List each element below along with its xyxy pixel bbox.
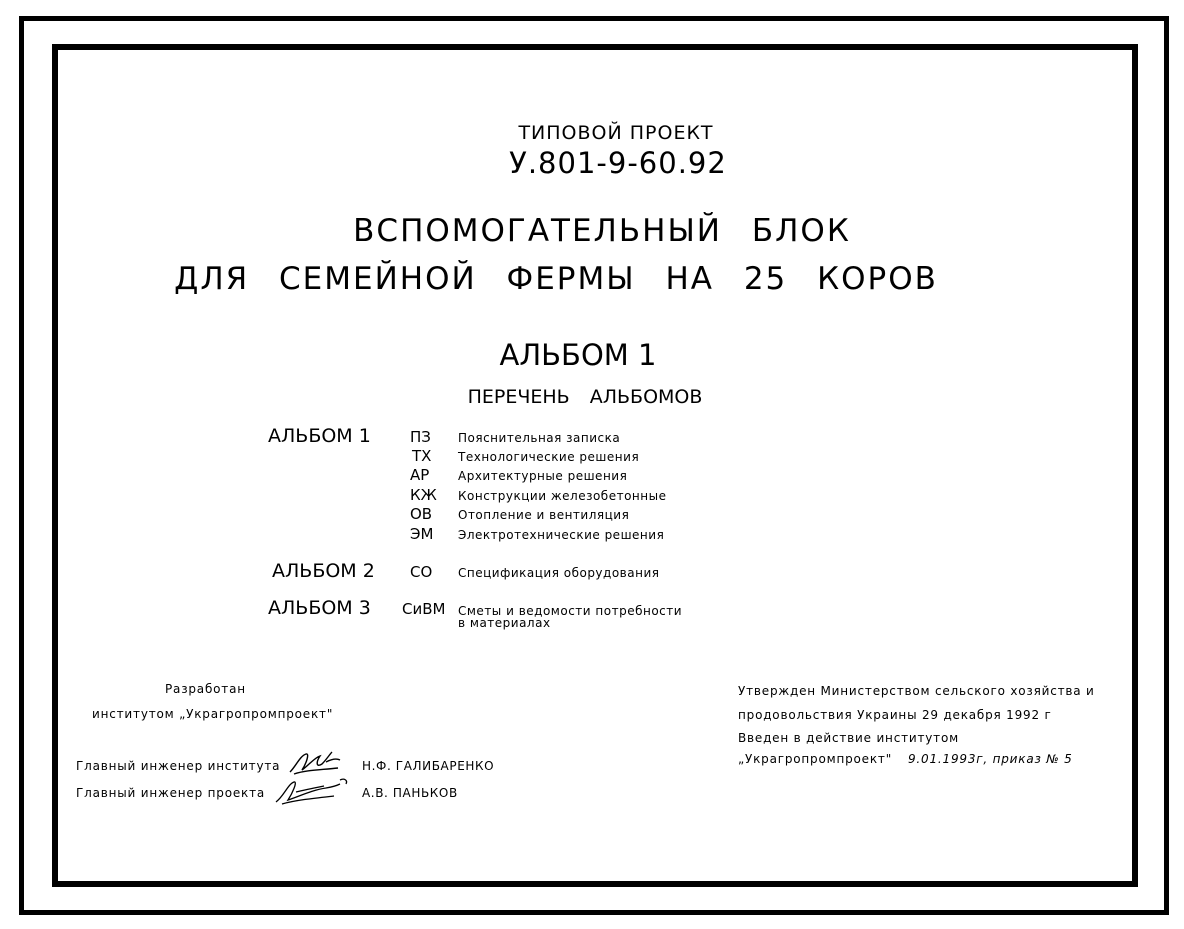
album-1-code-6: ЭМ [410, 525, 434, 543]
chief-project-label: Главный инженер проекта [76, 786, 266, 800]
developer-line-2: институтом „Украгропромпроект" [92, 707, 334, 721]
project-number: У.801-9-60.92 [509, 146, 727, 180]
album-1-code-1: ПЗ [410, 428, 431, 446]
project-type: ТИПОВОЙ ПРОЕКТ [518, 122, 714, 144]
approval-line-4-order: 9.01.1993г, приказ № 5 [908, 752, 1073, 766]
approval-line-4: „Украгропромпроект" [738, 752, 893, 766]
title-line-1: ВСПОМОГАТЕЛЬНЫЙ БЛОК [353, 213, 851, 249]
album-1-desc-1: Пояснительная записка [458, 431, 621, 445]
album-1-desc-3: Архитектурные решения [458, 469, 628, 483]
album-3-desc-1: Сметы и ведомости потребности [458, 604, 683, 618]
album-1-desc-2: Технологические решения [458, 450, 640, 464]
album-2-label: АЛЬБОМ 2 [272, 560, 375, 582]
chief-institute-name: Н.Ф. ГАЛИБАРЕНКО [362, 759, 495, 773]
chief-institute-label: Главный инженер института [76, 759, 281, 773]
album-2-code-1: СО [410, 563, 433, 581]
album-1-label: АЛЬБОМ 1 [268, 425, 371, 447]
album-1-code-5: ОВ [410, 505, 433, 523]
album-3-label: АЛЬБОМ 3 [268, 597, 371, 619]
approval-line-3: Введен в действие институтом [738, 731, 959, 745]
album-1-desc-6: Электротехнические решения [458, 528, 665, 542]
album-1-code-2: ТХ [412, 447, 432, 465]
album-3-desc-1-cont: в материалах [458, 616, 551, 630]
album-1-code-4: КЖ [410, 486, 437, 504]
album-title: АЛЬБОМ 1 [499, 338, 657, 372]
chief-project-name: А.В. ПАНЬКОВ [362, 786, 458, 800]
title-line-2: ДЛЯ СЕМЕЙНОЙ ФЕРМЫ НА 25 КОРОВ [174, 261, 938, 297]
album-list-title: ПЕРЕЧЕНЬ АЛЬБОМОВ [467, 386, 703, 408]
album-3-code-1: СиВМ [402, 600, 446, 618]
approval-line-1: Утвержден Министерством сельского хозяйства и [738, 684, 1095, 698]
album-1-desc-4: Конструкции железобетонные [458, 489, 667, 503]
album-1-desc-5: Отопление и вентиляция [458, 508, 630, 522]
signature-pankov [270, 774, 354, 808]
developer-line-1: Разработан [165, 682, 246, 696]
approval-line-2: продовольствия Украины 29 декабря 1992 г [738, 708, 1052, 722]
album-1-code-3: АР [410, 466, 430, 484]
album-2-desc-1: Спецификация оборудования [458, 566, 660, 580]
